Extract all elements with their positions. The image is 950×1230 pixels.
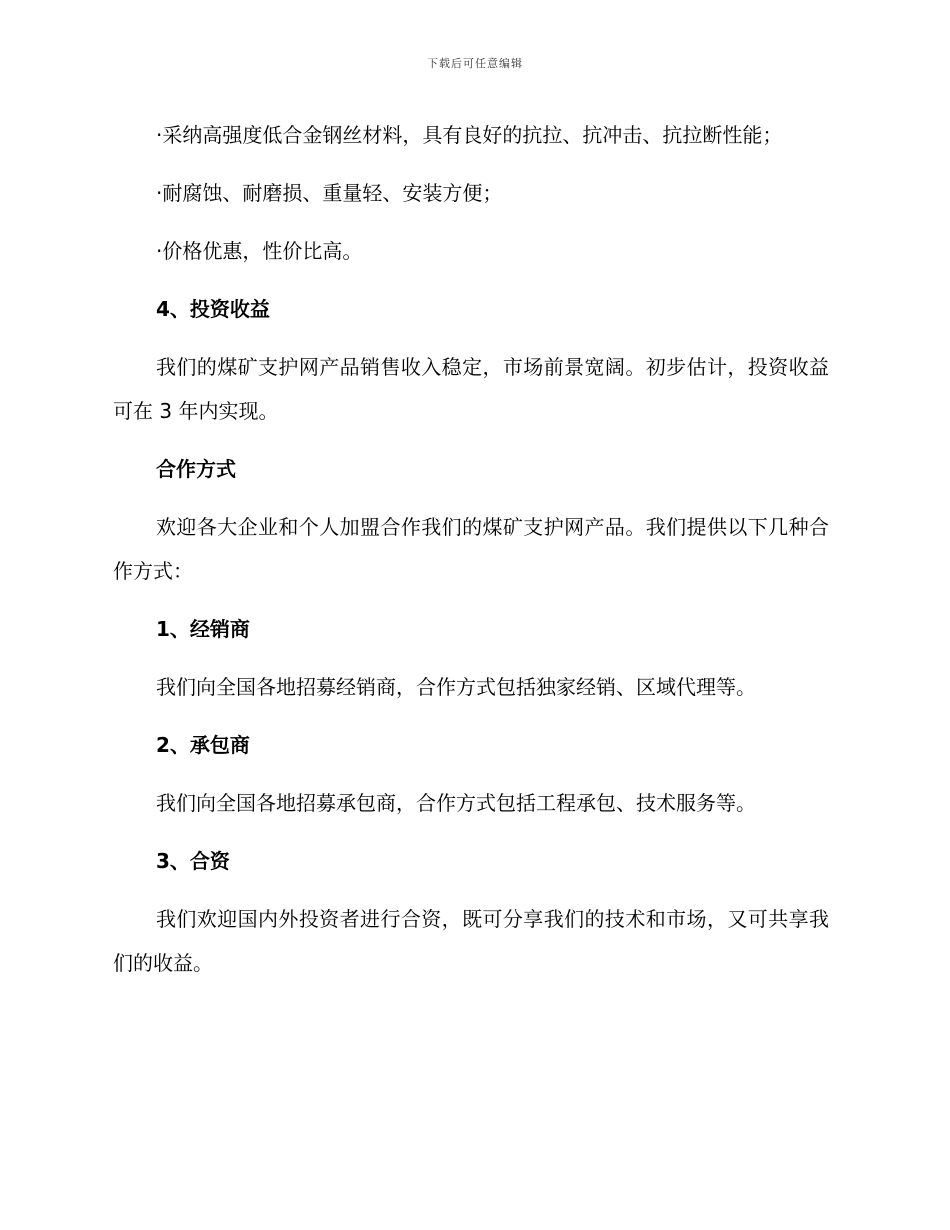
subheading-joint-venture: 3、合资 xyxy=(156,849,230,873)
bullet-price: ·价格优惠，性价比高。 xyxy=(156,239,363,263)
bullet-durability: ·耐腐蚀、耐磨损、重量轻、安装方便； xyxy=(156,181,503,205)
investment-return-text: 我们的煤矿支护网产品销售收入稳定，市场前景宽阔。初步估计，投资收益可在 3 年内实现。 xyxy=(113,355,829,423)
distributor-text: 我们向全国各地招募经销商，合作方式包括独家经销、区域代理等。 xyxy=(156,675,756,699)
subheading-distributor: 1、经销商 xyxy=(156,617,250,641)
joint-venture-text: 我们欢迎国内外投资者进行合资，既可分享我们的技术和市场，又可共享我们的收益。 xyxy=(113,907,829,975)
bullet-material: ·采纳高强度低合金钢丝材料，具有良好的抗拉、抗冲击、抗拉断性能； xyxy=(156,123,783,147)
contractor-text: 我们向全国各地招募承包商，合作方式包括工程承包、技术服务等。 xyxy=(156,791,756,815)
page-header: 下载后可任意编辑 xyxy=(427,57,523,70)
section-heading-cooperation: 合作方式 xyxy=(156,457,236,481)
document-body xyxy=(113,113,829,985)
cooperation-intro-text: 欢迎各大企业和个人加盟合作我们的煤矿支护网产品。我们提供以下几种合作方式： xyxy=(113,515,829,583)
subheading-contractor: 2、承包商 xyxy=(156,733,250,757)
section-heading-investment-return: 4、投资收益 xyxy=(156,297,270,321)
